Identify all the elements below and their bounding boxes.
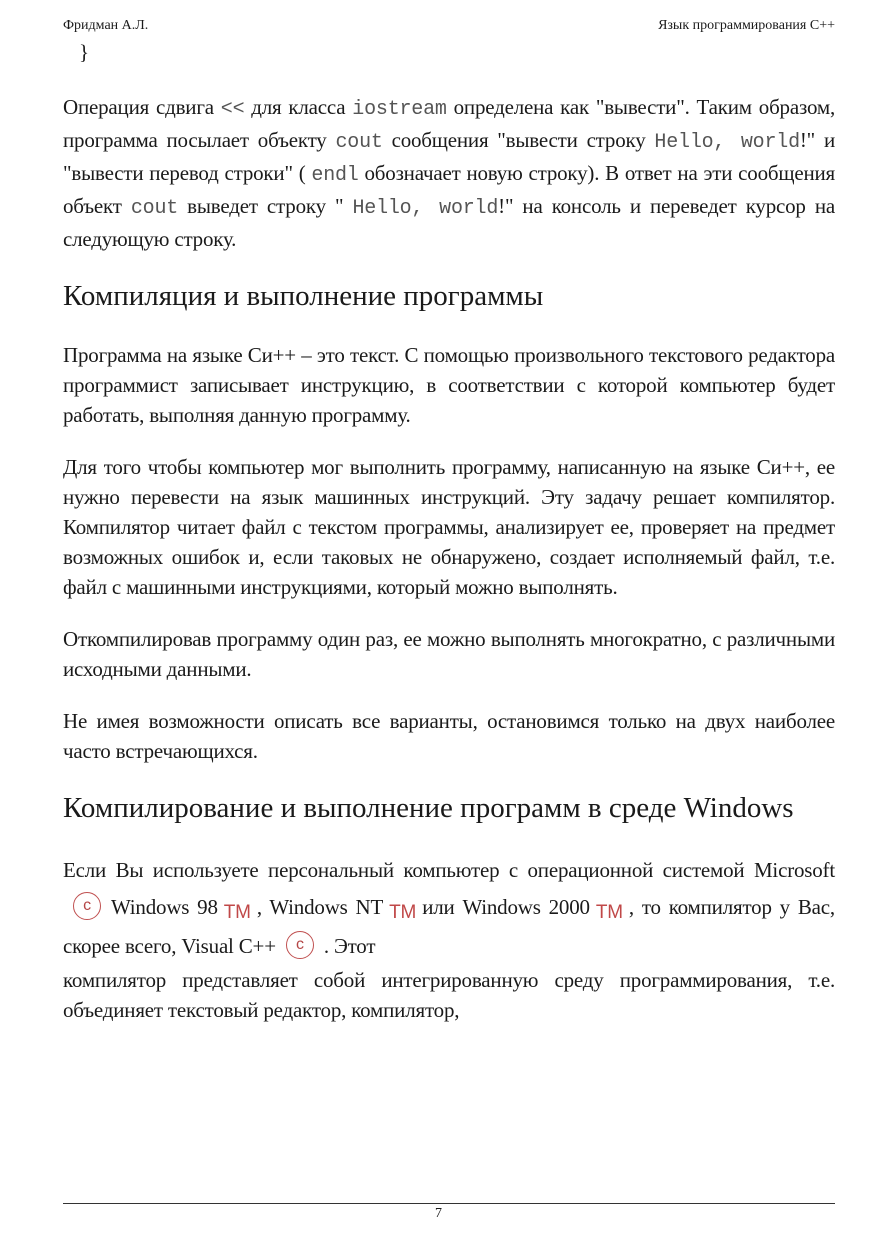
page-number: 7	[435, 1206, 442, 1221]
trademark-icon: TM	[595, 901, 623, 923]
text-run: . Этот	[323, 933, 376, 958]
text-run: !" на консоль и переведет курсор на следующую строку.	[63, 194, 835, 251]
code-hello-world: Hello, world	[352, 197, 499, 220]
text-run: Операция сдвига	[63, 95, 221, 119]
code-cout: cout	[130, 197, 179, 220]
paragraph-two-variants: Не имея возможности описать все варианты, остановимся только на двух наиболее часто встречающихся.	[63, 709, 835, 763]
text-run: выведет строку "	[178, 194, 353, 218]
text-run: , то компилятор у Вас, скорее всего, Visual C++	[63, 895, 835, 958]
paragraph-run-many-times: Откомпилировав программу один раз, ее можно выполнять многократно, с различными исходными данными.	[63, 627, 835, 681]
text-run: определена как "вывести". Таким образом, программа посылает объекту	[63, 95, 835, 152]
trademark-icon: TM	[389, 901, 417, 923]
footer-rule	[63, 1203, 835, 1204]
trademark-icon: TM	[223, 901, 251, 923]
text-run: обозначает новую строку). В ответ на эти сообщения объект	[63, 161, 835, 218]
header-book-title: Язык программирования C++	[658, 18, 835, 33]
text-run: сообщения "вывести строку	[382, 128, 655, 152]
header-author: Фридман А.Л.	[63, 18, 149, 33]
section-heading-windows: Компилирование и выполнение программ в среде Windows	[63, 792, 794, 824]
page-header	[63, 18, 835, 36]
windows-section	[63, 852, 835, 1025]
code-shift-operator: <<	[220, 98, 245, 121]
section-heading-compilation: Компиляция и выполнение программы	[63, 280, 544, 312]
code-hello-world: Hello, world	[654, 131, 800, 154]
paragraph-program-text: Программа на языке Си++ – это текст. С помощью произвольного текстового редактора программист записывает инструкцию, в соответствии с которой компьютер будет работать, выполняя данную программу.	[63, 343, 835, 427]
page-body	[63, 92, 835, 1025]
text-run: !" и "вывести перевод строки" (	[63, 128, 835, 185]
text-run: Если Вы используете персональный компьютер с операционной системой Microsoft	[63, 858, 835, 882]
code-endl: endl	[311, 164, 359, 187]
paragraph-ide-description: компилятор представляет собой интегрированную среду программирования, т.е. объединяет текстовый редактор, компилятор,	[63, 967, 835, 1022]
text-run: Windows 98	[111, 895, 218, 919]
code-closing-brace: }	[79, 40, 90, 64]
code-cout: cout	[335, 131, 383, 154]
code-iostream: iostream	[352, 98, 447, 121]
copyright-icon: c	[286, 931, 314, 959]
text-run: , Windows NT	[256, 895, 384, 919]
paragraph-compiler: Для того чтобы компьютер мог выполнить программу, написанную на языке Си++, ее нужно перевести на язык машинных инструкций. Эту задачу решает компилятор. Компилятор читает файл с текстом программы, анализирует ее, проверяет на предмет возможных ошибок и, если таковых не обнаружено, создает исполняемый файл, т.е. файл с машинными инструкциями, который можно выполнять.	[63, 455, 835, 599]
paragraph-shift-operator	[63, 92, 835, 254]
copyright-icon: c	[73, 892, 101, 920]
text-run: или Windows 2000	[422, 895, 590, 919]
paragraph-windows-intro	[63, 852, 835, 965]
text-run: для класса	[244, 95, 353, 119]
